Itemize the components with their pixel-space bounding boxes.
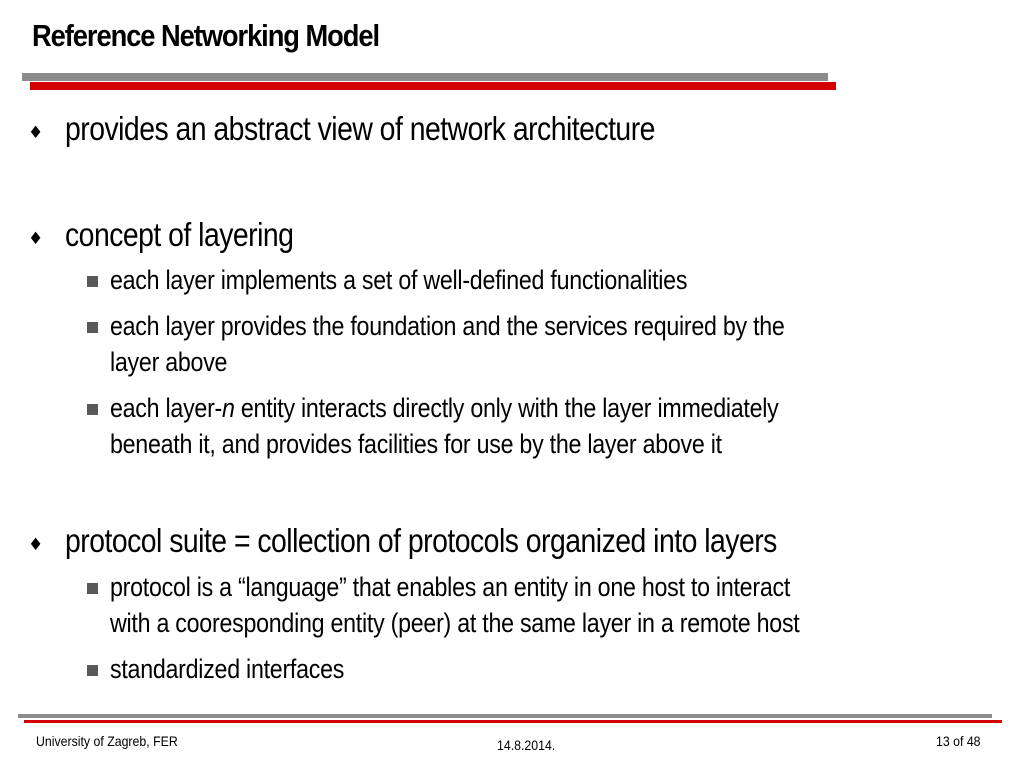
square-bullet-icon	[87, 276, 98, 287]
sub-bullet-text: each layer implements a set of well-defined functionalities	[110, 265, 688, 295]
title-underline-red	[30, 82, 836, 90]
title-underline-gray	[22, 73, 828, 81]
bullet-text: protocol suite = collection of protocols organized into layers	[65, 522, 777, 559]
sub-bullet-text: standardized interfaces	[110, 654, 345, 684]
sub-bullet-text-part: entity interacts directly only with the layer immediately	[234, 393, 779, 423]
bullet-text: concept of layering	[65, 216, 294, 253]
square-bullet-icon	[87, 322, 98, 333]
sub-bullet-text-continued: layer above	[110, 347, 228, 377]
square-bullet-icon	[87, 583, 98, 594]
sub-bullet-text-continued: with a cooresponding entity (peer) at the same layer in a remote host	[110, 608, 800, 638]
sub-bullet-text-part: each layer-	[110, 393, 223, 423]
footer-rule-red	[24, 720, 1002, 723]
diamond-bullet-icon: ♦	[28, 123, 44, 143]
diamond-bullet-icon: ♦	[28, 535, 44, 555]
slide-title: Reference Networking Model	[32, 18, 379, 53]
footer-rule-gray	[18, 714, 992, 718]
footer-page-number: 13 of 48	[936, 733, 981, 749]
bullet-text: provides an abstract view of network architecture	[65, 110, 655, 147]
square-bullet-icon	[87, 404, 98, 415]
sub-bullet-text-continued: beneath it, and provides facilities for use by the layer above it	[110, 429, 722, 459]
sub-bullet-text	[110, 393, 779, 424]
diamond-bullet-icon: ♦	[28, 229, 44, 249]
sub-bullet-text: each layer provides the foundation and the services required by the	[110, 311, 785, 341]
footer-institution: University of Zagreb, FER	[36, 733, 178, 749]
sub-bullet-text: protocol is a “language” that enables an entity in one host to interact	[110, 572, 791, 602]
square-bullet-icon	[87, 665, 98, 676]
italic-variable: n	[222, 393, 235, 423]
footer-date: 14.8.2014.	[497, 737, 556, 753]
